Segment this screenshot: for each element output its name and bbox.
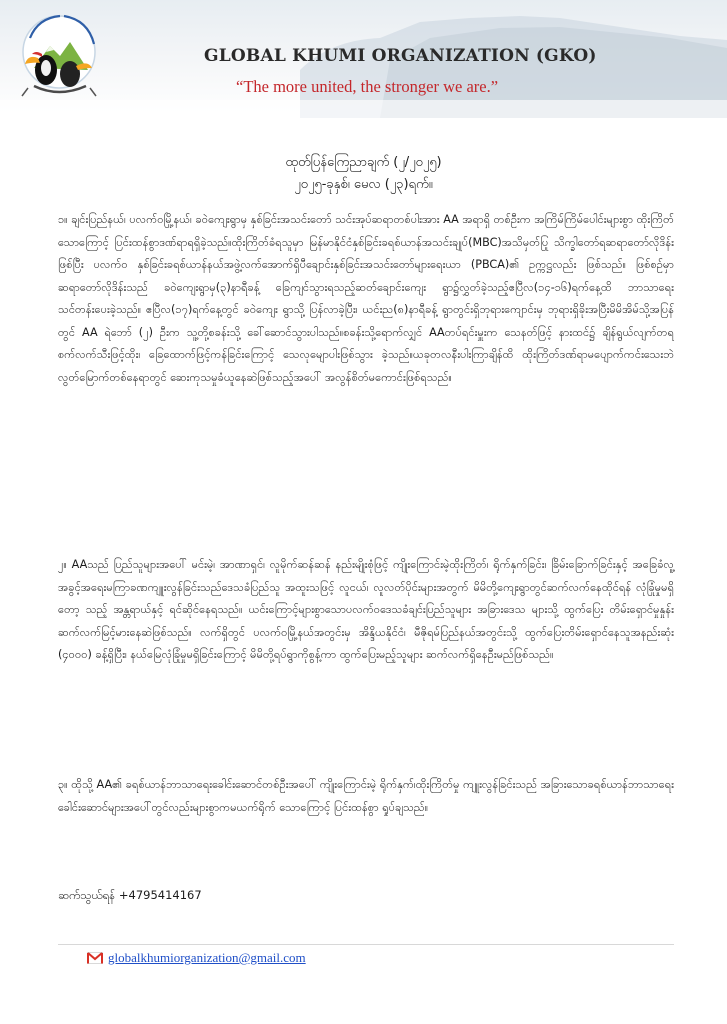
- gko-logo-hornbill-icon: [16, 8, 98, 102]
- letterhead: [0, 0, 727, 118]
- contact-phone: ဆက်သွယ်ရန် +4795414167: [58, 888, 202, 902]
- paragraph-2: ၂။ AAသည် ပြည်သူများအပေါ် မင်းမဲ့၊ အာဏာရှင်၊ လူမိုက်ဆန်ဆန် နည်းမျိုးစုံဖြင့် ကျိုးကြောင်းမဲ့ထိုးကြိတ်၊ ရိုက်နှက်ခြင်း၊ ခြိမ်းခြောက်ခြင်းနှင့် အခြေခံလူ့အခွင့်အရေးမကြာခဏကျူးလွန်ခြင်းသည်ဒေသခံပြည်သူ အထူးသဖြင့် လူငယ်၊ လူလတ်ပိုင်းများအတွက် မိမိတို့ကျေးရွာတွင်ဆက်လက်နေထိုင်ရန် လုံခြုံမှုမရှိတော့ သည့် အန္တရာယ်နှင့် ရင်ဆိုင်နေရသည်။ ယင်းကြောင့်များစွာသောပလက်ဝဒေသခံချင်းပြည်သူများ အခြားဒေသ များသို့ ထွက်ပြေး တိမ်းရှောင်မှုနှုန်းဆက်လက်မြင့်မားနေဆဲဖြစ်သည်။ လက်ရှိတွင် ပလက်ဝမြို့နယ်အတွင်းမှ အိန္ဒိယနိုင်ငံ၊ မီဇိုရမ်ပြည်နယ်အတွင်းသို့ ထွက်ပြေးတိမ်းရှောင်နေသူအနည်းဆုံး (၄၀၀၀) ခန့်ရှိပြီး၊ နယ်မြေလုံခြုံမှုမရှိခြင်းကြောင့် မိမိတို့ရပ်ရွာကိုစွန့်ကာ ထွက်ပြေးမည့်သူများ ဆက်လက်ရှိနေဦးမည်ဖြစ်သည်။: [58, 558, 674, 661]
- paragraph-3: ၃။ ထိုသို့ AA၏ ခရစ်ယာန်ဘာသာရေးခေါင်းဆောင်တစ်ဦးအပေါ် ကျိုးကြောင်းမဲ့ ရိုက်နှက်၊ထိုးကြိတ်မှု ကျူးလွန်ခြင်းသည် အခြားသောခရစ်ယာန်ဘာသာရေးခေါင်းဆောင်များအပေါ်တွင်လည်းများစွာကမယက်ရိုက် သောကြောင့် ပြင်းထန်စွာ ရှုပ်ချသည်။: [58, 778, 674, 814]
- organization-name: GLOBAL KHUMI ORGANIZATION (GKO): [204, 46, 597, 66]
- statement-date: ၂၀၂၅-ခုနှစ်၊ မေလ (၂၃)ရက်။: [294, 177, 433, 192]
- statement-title: ထုတ်ပြန်ကြေညာချက် (၂/၂၀၂၅): [285, 155, 442, 170]
- organization-motto: “The more united, the stronger we are.”: [236, 77, 499, 96]
- paragraph-1: ၁။ ချင်းပြည်နယ်၊ ပလက်ဝမြို့နယ်၊ ခဝဲကျေးရွာမှ နှစ်ခြင်းအသင်းတော် သင်းအုပ်ဆရာတစ်ပါးအား AA အရာရှိ တစ်ဦးက အကြိမ်ကြိမ်ပေါင်းများစွာ ထိုးကြိတ်သောကြောင့် ပြင်းထန်စွာဒဏ်ရာရရှိခဲ့သည်။ထိုးကြိတ်ခံရသူမှာ မြန်မာနိုင်ငံနှစ်ခြင်းခရစ်ယာန်အသင်းချုပ်(MBC)အသိမှတ်ပြု သိက္ခါတော်ရဆရာတော်လိုဒိန်းဖြစ်ပြီး ပလက်ဝ နှစ်ခြင်းခရစ်ယာန်နယ်အဖွဲ့လက်အောက်ရှိပီချောင်းနှစ်ခြင်းအသင်းတော်များရေးယာ (PBCA)၏ ဥက္ကဋ္ဌလည်း ဖြစ်သည်။ ဖြစ်စဉ်မှာဆရာတော်လိုဒိန်းသည် ခဝဲကျေးရွာမှ(၃)နာရီခန့် ခြေကျင်သွားရသည့်ဆတ်ချောင်းကျေး ရွာ၌လွှတ်ခဲ့သည့်ဧပြီလ(၁၄-၁၆)ရက်နေ့ထိ ဘာသာရေးသင်တန်းပေးခဲ့သည်။ ဧပြီလ(၁၇)ရက်နေ့တွင် ခဝဲကျေး ရွာသို့ ပြန်လာခဲ့ပြီး၊ ယင်းည(၈)နာရီခန့် ရွာတွင်းရှိဘုရားကျောင်းမှ ဘုရားရှိခိုးအပြီးမိမိအိမ်သို့အပြန်တွင် AA ရဲဘော် (၂) ဦးက သူ့တို့စခန်းသို့ ခေါ်ဆောင်သွားပါသည်။စခန်းသို့ရောက်လျှင် AAတပ်ရင်းမှူးက သေနတ်ဖြင့် နားထင်၌ ချိန်ရွယ်လျက်တရစက်လက်သီးဖြင့်ထိုး၊ ခြေထောက်ဖြင့်ကန်ခြင်းကြောင့် သေလုမျောပါးဖြစ်သွား ခဲ့သည်။ယခုတလနီးပါးကြာချိန်ထိ ထိုးကြိတ်ဒဏ်ရာမပျောက်ကင်းသေးဘဲ လွတ်မြောက်တစ်နေရာတွင် ဆေးကုသမှုခံယူနေဆဲဖြစ်သည့်အပေါ် အလွန်စိတ်မကောင်းဖြစ်ရသည်။: [58, 213, 674, 384]
- email-link[interactable]: globalkhumiorganization@gmail.com: [108, 950, 306, 965]
- footer-divider: [58, 944, 674, 945]
- gmail-icon: [87, 952, 103, 964]
